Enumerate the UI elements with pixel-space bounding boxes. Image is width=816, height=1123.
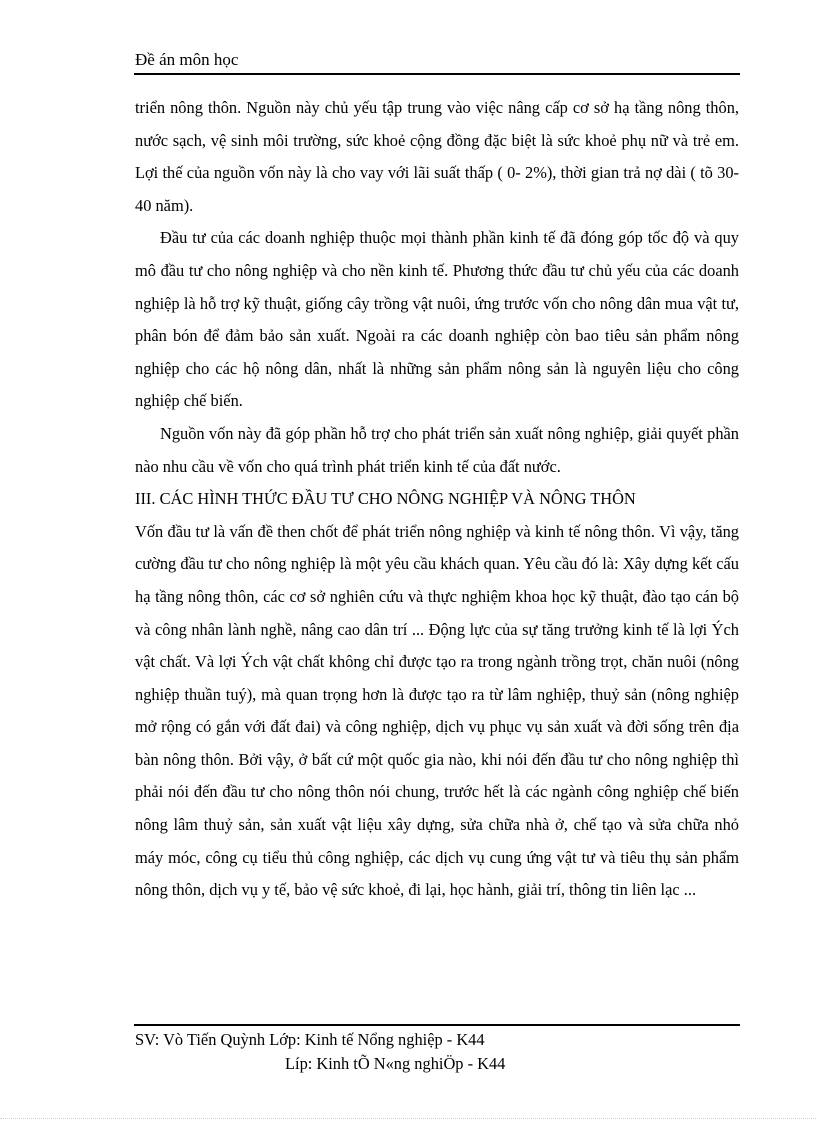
page-edge-divider xyxy=(0,1118,816,1119)
footer-class-legacy: Líp: Kinh tÕ N«ng nghiÖp - K44 xyxy=(285,1054,506,1073)
document-body xyxy=(135,92,739,907)
paragraph-2: Đầu tư của các doanh nghiệp thuộc mọi thành phần kinh tế đã đóng góp tốc độ và quy mô đầu tư cho nông nghiệp và cho nền kinh tế. Phương thức đầu tư chủ yếu của các doanh nghiệp là hỗ trợ kỹ thuật, giống cây trồng vật nuôi, ứng trước vốn cho nông dân mua vật tư, phân bón để đảm bảo sản xuất. Ngoài ra các doanh nghiệp còn bao tiêu sản phẩm nông nghiệp cho các hộ nông dân, nhất là những sản phẩm nông sản là nguyên liệu cho công nghiệp chế biến. xyxy=(135,228,739,411)
paragraph-4: Vốn đầu tư là vấn đề then chốt để phát triển nông nghiệp và kinh tế nông thôn. Vì vậy, tăng cường đầu tư cho nông nghiệp là một yêu cầu khách quan. Yêu cầu đó là: Xây dựng kết cấu hạ tầng nông thôn, các cơ sở nghiên cứu và thực nghiệm khoa học kỹ thuật, đào tạo cán bộ và công nhân lành nghề, nâng cao dân trí ... Động lực của sự tăng trưởng kinh tế là lợi Ých vật chất. Và lợi Ých vật chất không chỉ được tạo ra trong ngành trồng trọt, chăn nuôi (nông nghiệp thuần tuý), mà quan trọng hơn là được tạo ra từ lâm nghiệp, thuỷ sản (nông nghiệp mở rộng có gắn với đất đai) và công nghiệp, dịch vụ phục vụ sản xuất và đời sống trên địa bàn nông thôn. Bởi vậy, ở bất cứ một quốc gia nào, khi nói đến đầu tư cho nông nghiệp thì phải nói đến đầu tư cho nông thôn nói chung, trước hết là các ngành công nghiệp chế biến nông lâm thuỷ sản, sản xuất vật liệu xây dựng, sửa chữa nhà ở, chế tạo và sửa chữa nhỏ máy móc, công cụ tiểu thủ công nghiệp, các dịch vụ cung ứng vật tư và tiêu thụ sản phẩm nông thôn, dịch vụ y tế, bảo vệ sức khoẻ, đi lại, học hành, giải trí, thông tin liên lạc ... xyxy=(135,521,739,900)
paragraph-1: triển nông thôn. Nguồn này chủ yếu tập trung vào việc nâng cấp cơ sở hạ tầng nông thôn, nước sạch, vệ sinh môi trường, sức khoẻ cộng đồng đặc biệt là sức khoẻ phụ nữ và trẻ em. Lợi thế của nguồn vốn này là cho vay với lãi suất thấp ( 0- 2%), thời gian trả nợ dài ( tõ 30- 40 năm). xyxy=(135,98,739,215)
header-rule xyxy=(134,73,740,75)
page-header-title: Đề án môn học xyxy=(135,50,239,69)
footer-student-class: SV: Vò Tiến Quỳnh Lớp: Kinh tế Nổng nghiệp - K44 xyxy=(135,1030,485,1049)
paragraph-3: Nguồn vốn này đã góp phần hỗ trợ cho phát triển sản xuất nông nghiệp, giải quyết phần nào nhu cầu về vốn cho quá trình phát triển kinh tế của đất nước. xyxy=(135,423,739,476)
footer-rule xyxy=(134,1024,740,1026)
section-heading: III. CÁC HÌNH THỨC ĐẦU TƯ CHO NÔNG NGHIỆP VÀ NÔNG THÔN xyxy=(135,489,636,509)
